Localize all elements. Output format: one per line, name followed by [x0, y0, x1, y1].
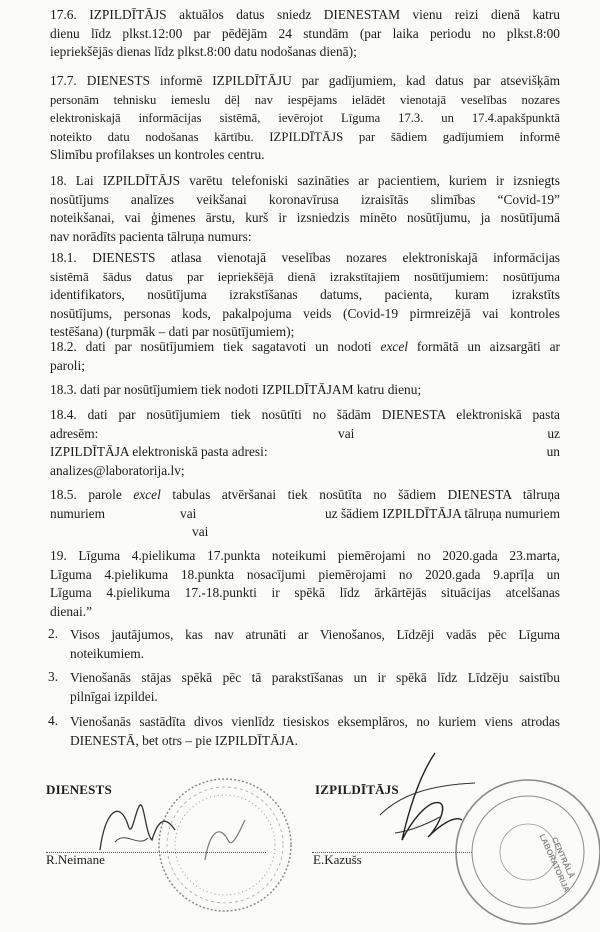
text-segment: 18.2. dati par nosūtījumiem tiek sagatavoti un nodoti: [50, 339, 381, 354]
text-italic: excel: [380, 339, 409, 354]
text-line: dienu līdz plkst.12:00 par pēdējām 24 stundām (par laika periodu no plkst.8:00: [50, 25, 560, 41]
text-line: noteikšanai, vai ģimenes ārstu, kurš ir izsniedzis minēto nosūtījumu, ja nosūtījumā: [50, 210, 560, 226]
text-line: analizes@laboratorija.lv;: [50, 462, 185, 478]
item-number: 3.: [48, 669, 59, 684]
left-signature-icon: [80, 780, 190, 860]
paragraph-18-5: [50, 486, 560, 542]
left-signer-name: R.Neimane: [46, 852, 105, 867]
item-2-text: [70, 626, 560, 663]
text-line: testēšana) (turpmāk – dati par nosūtījumiem);: [50, 324, 295, 340]
text-segment: numuriem: [50, 505, 106, 521]
right-party-label: IZPILDĪTĀJS: [315, 782, 399, 797]
text-line: nav norādīts pacienta tālruņa numurs:: [50, 228, 252, 244]
text-line: 17.7. DIENESTS informē IZPILDĪTĀJU par gadījumiem, kad datus par atsevišķām: [50, 73, 560, 88]
text-line: [50, 523, 560, 542]
paragraph-18-3: [50, 381, 560, 400]
text-line: Vienošanās stājas spēkā pēc tā parakstīšanas un ir spēkā līdz Līdzēju saistību: [70, 670, 560, 685]
paragraph-17-7: [50, 72, 560, 165]
text-segment: uz šādiem IZPILDĪTĀJA tālruņa numuriem: [324, 505, 560, 521]
text-line: pilnīgai izpildei.: [70, 688, 158, 704]
text-line: personām tehnisku iemeslu dēļ nav iespējams ielādēt vienotajā veselības nozares: [50, 92, 560, 107]
text-line: nosūtījums, personas kods, pakalpojuma veids (Covid-19 pirmreizējā vai kontroles: [50, 305, 560, 321]
text-line: Slimību profilakses un kontroles centru.: [50, 147, 265, 163]
text-segment: vai: [338, 425, 355, 441]
text-line: [50, 505, 560, 524]
text-line: paroli;: [50, 357, 85, 373]
text-line: [50, 425, 560, 444]
text-line: dienai.”: [50, 603, 93, 619]
text-segment: vai: [192, 524, 209, 540]
text-line: [50, 338, 560, 357]
stamp-text: CENTRĀLĀ LABORATORIJA: [537, 832, 577, 894]
paragraph-19: [50, 547, 560, 621]
paragraph-17-6: [50, 6, 560, 62]
text-line: 18.4. dati par nosūtījumiem tiek nosūtīti no šādām DIENESTA elektroniskā pasta: [50, 407, 560, 422]
text-line: 18.1. DIENESTS atlasa vienotajā veselības nozares elektroniskajā informācijas: [50, 250, 560, 265]
paragraph-18-4: [50, 406, 560, 480]
text-segment: vai: [180, 505, 197, 521]
text-line: elektroniskajā informācijas sistēmā, ievērojot Līguma 17.3. un 17.4.apakšpunktā: [50, 111, 560, 126]
text-segment: 18.5. parole: [50, 487, 134, 502]
text-segment: un: [546, 444, 560, 460]
right-signer-name: E.Kazušs: [313, 852, 362, 867]
text-line: Vienošanās sastādīta divos vienlīdz tiesiskos eksemplāros, no kuriem viens atrodas: [70, 714, 560, 729]
text-segment: formātā un aizsargāti ar: [408, 339, 560, 354]
text-line: 19. Līguma 4.pielikuma 17.punkta noteikumi piemērojami no 2020.gada 23.marta,: [50, 548, 560, 563]
text-segment: IZPILDĪTĀJA elektroniskā pasta adresi:: [50, 444, 268, 460]
item-number: 4.: [48, 713, 59, 728]
text-line: DIENESTĀ, bet otrs – pie IZPILDĪTĀJA.: [70, 732, 298, 748]
text-line: 18. Lai IZPILDĪTĀJS varētu telefoniski sazināties ar pacientiem, kuriem ir izsniegts: [50, 173, 560, 188]
text-line: noteikto datu nodošanas kārtību. IZPILDĪTĀJS par šādiem gadījumiem informē: [50, 129, 560, 144]
paragraph-18: [50, 172, 560, 246]
text-line: sistēmā šādus datus par iepriekšējā dienā izrakstītajiem nosūtījumiem: nosūtījuma: [50, 269, 560, 284]
text-line: noteikumiem.: [70, 645, 145, 661]
paragraph-18-1: [50, 249, 560, 342]
text-line: [50, 486, 560, 505]
item-3-text: [70, 669, 560, 706]
text-line: Līguma 4.pielikuma 17.-18.punkti ir spēkā līdz ārkārtējās situācijas atcelšanas: [50, 585, 560, 601]
paragraph-18-2: [50, 338, 560, 375]
text-line: 17.6. IZPILDĪTĀJS aktuālos datus sniedz DIENESTAM vienu reizi dienā katru: [50, 7, 560, 22]
item-number: 2.: [48, 626, 59, 641]
text-line: Visos jautājumos, kas nav atrunāti ar Vienošanos, Līdzēji vadās pēc Līguma: [70, 627, 560, 642]
left-party-label: DIENESTS: [46, 782, 112, 797]
text-segment: tabulas atvēršanai tiek nosūtīta no šādiem DIENESTA tālruņa: [160, 487, 560, 502]
text-line: identifikators, nosūtījuma izrakstīšanas datums, pacienta, kuram izrakstīts: [50, 287, 560, 303]
text-line: Līguma 4.pielikuma 18.punkta nosacījumi piemērojami no 2020.gada 9.aprīļa un: [50, 566, 560, 582]
right-signature-icon: [340, 745, 490, 855]
text-line: 18.3. dati par nosūtījumiem tiek nodoti IZPILDĪTĀJAM katru dienu;: [50, 382, 422, 397]
text-italic: excel: [133, 487, 161, 502]
text-segment: adresēm:: [50, 425, 99, 441]
text-line: iepriekšējās dienas līdz plkst.8:00 datu nodošanas dienā);: [50, 44, 357, 60]
text-line: [50, 443, 560, 462]
text-line: nosūtījums analīzes veikšanai koronavīrusa izraisītās slimības “Covid-19”: [50, 191, 560, 207]
text-segment: uz: [547, 425, 560, 441]
